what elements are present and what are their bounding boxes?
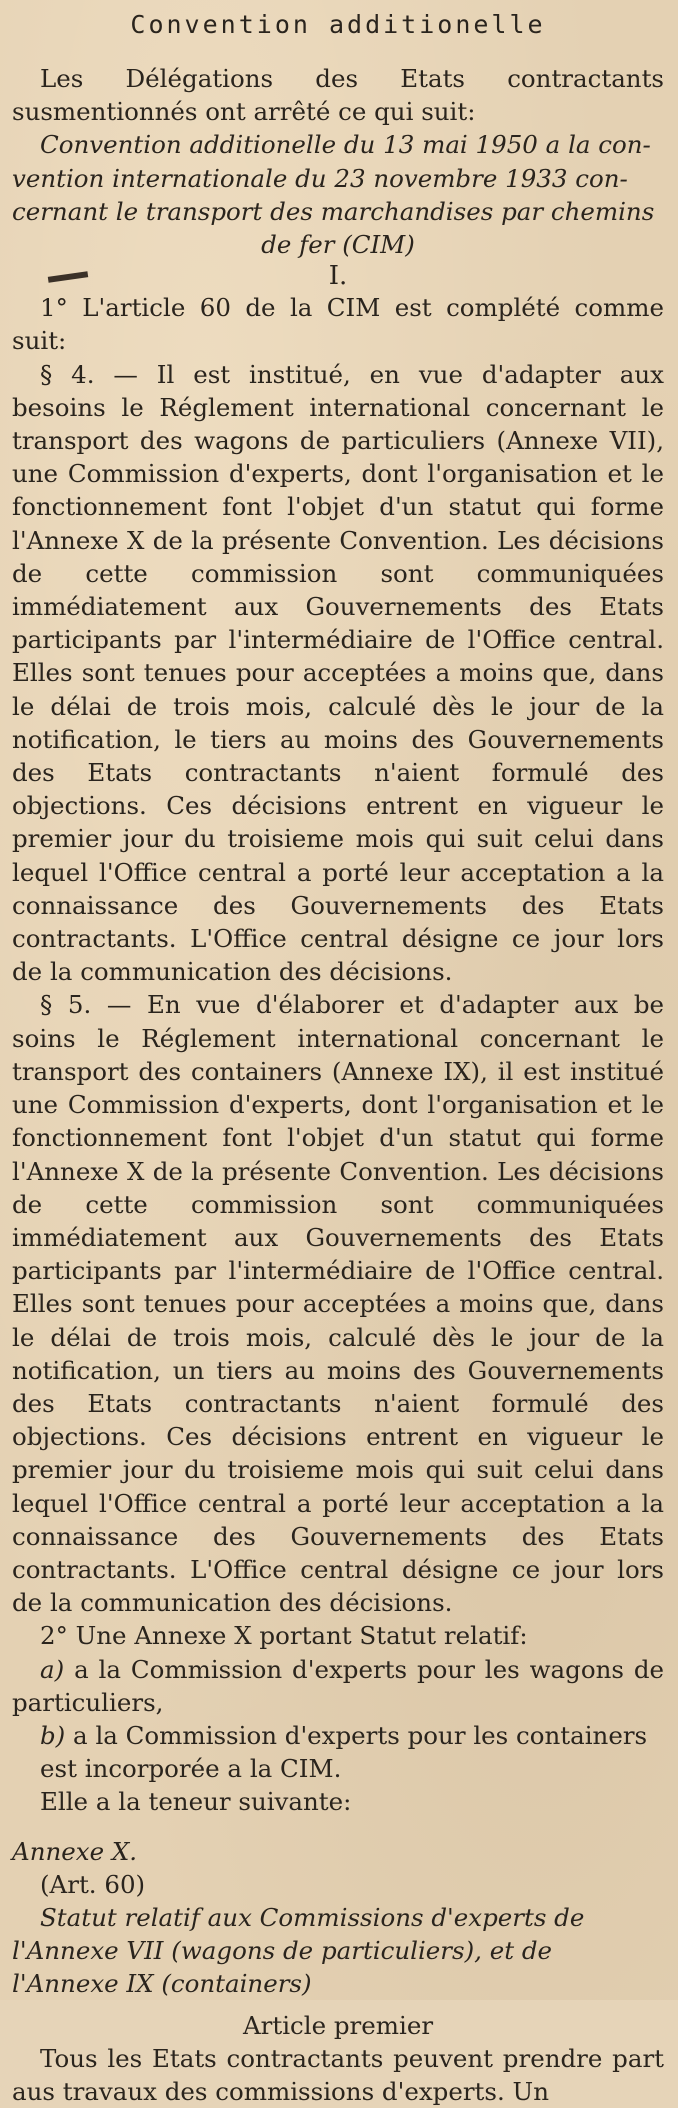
incorporated-line: est incorporée a la CIM. xyxy=(40,1754,342,1784)
statute-title xyxy=(12,1901,664,2001)
point-1: 1° L'article 60 de la CIM est complété comme suit: xyxy=(12,293,664,356)
item-a-text: a la Commission d'experts pour les wagons de particuliers, xyxy=(12,1654,665,1717)
subtitle-line-1: Convention additionelle du 13 mai 1950 a la con- xyxy=(40,130,651,160)
item-a xyxy=(12,1653,664,1719)
item-b xyxy=(12,1719,664,1752)
annex-article-ref: (Art. 60) xyxy=(40,1869,146,1899)
section-heading-row xyxy=(12,261,664,291)
statute-line-3: l'Annexe IX (containers) xyxy=(12,1969,312,1999)
item-b-label: b) xyxy=(40,1720,66,1750)
paragraph-4: § 4. — Il est institué, en vue d'adapter aux besoins le Réglement international concernant le transport des wagons de particuliers (Annexe VII), une Commission d'experts, dont l'organisation et le fonctionnement font l'objet d'un statut qui forme l'Annexe X de la présente Convention. Les décisions de cette commission sont communiquées immédiatement aux Gouvernements des Etats participants par l'intermédiaire de l'Office central. Elles sont tenues pour acceptées a moins que, dans le délai de trois mois, calculé dès le jour de la notification, le tiers au moins des Gouvernements des Etats contractants n'aient formulé des objections. Ces décisions entrent en vigueur le premier jour du troisieme mois qui suit celui dans lequel l'Office central a porté leur acceptation a la connaissance des Gouvernements des Etats contractants. L'Office central désigne ce jour lors de la communication des décisions. xyxy=(12,359,664,987)
item-b-text: a la Commission d'experts pour les containers xyxy=(73,1720,648,1750)
tenor-line: Elle a la teneur suivante: xyxy=(40,1787,352,1817)
intro-paragraph: Les Délégations des Etats contractants susmentionnés ont arrêté ce qui suit: xyxy=(12,64,664,127)
paragraph-5: § 5. — En vue d'élaborer et d'adapter aux be soins le Réglement international concernant le transport des containers (Annexe IX), il est institué une Commission d'experts, dont l'organisation et le fonctionnement font l'objet d'un statut qui forme l'Annexe X de la présente Convention. Les décisions de cette commission sont communiquées immédiatement aux Gouvernements des Etats participants par l'intermédiaire de l'Office central. Elles sont tenues pour acceptées a moins que, dans le délai de trois mois, calculé dès le jour de la notification, un tiers au moins des Gouvernements des Etats contractants n'aient formulé des objections. Ces décisions entrent en vigueur le premier jour du troisieme mois qui suit celui dans lequel l'Office central a porté leur acceptation a la connaissance des Gouvernements des Etats contractants. L'Office central désigne ce jour lors de la communication des décisions. xyxy=(12,990,664,1618)
subtitle-line-2: vention internationale du 23 novembre 1933 con- xyxy=(12,163,628,193)
convention-subtitle xyxy=(12,128,664,261)
section-number: I. xyxy=(328,261,348,292)
article-heading: Article premier xyxy=(242,2010,434,2040)
article-paragraph: Tous les Etats contractants peuvent prendre part aus travaux des commissions d'experts. Un xyxy=(12,2043,664,2106)
subtitle-line-3: cernant le transport des marchandises par chemins xyxy=(12,196,655,226)
statute-line-2: l'Annexe VII (wagons de particuliers), et de xyxy=(12,1936,553,1966)
point-2: 2° Une Annexe X portant Statut relatif: xyxy=(40,1621,528,1651)
item-a-label: a) xyxy=(40,1654,65,1684)
document-title: Convention additionelle xyxy=(130,10,546,39)
annex-label: Annexe X. xyxy=(12,1836,138,1866)
subtitle-line-4: de fer (CIM) xyxy=(261,230,415,260)
statute-line-1: Statut relatif aux Commissions d'experts de xyxy=(40,1902,585,1932)
